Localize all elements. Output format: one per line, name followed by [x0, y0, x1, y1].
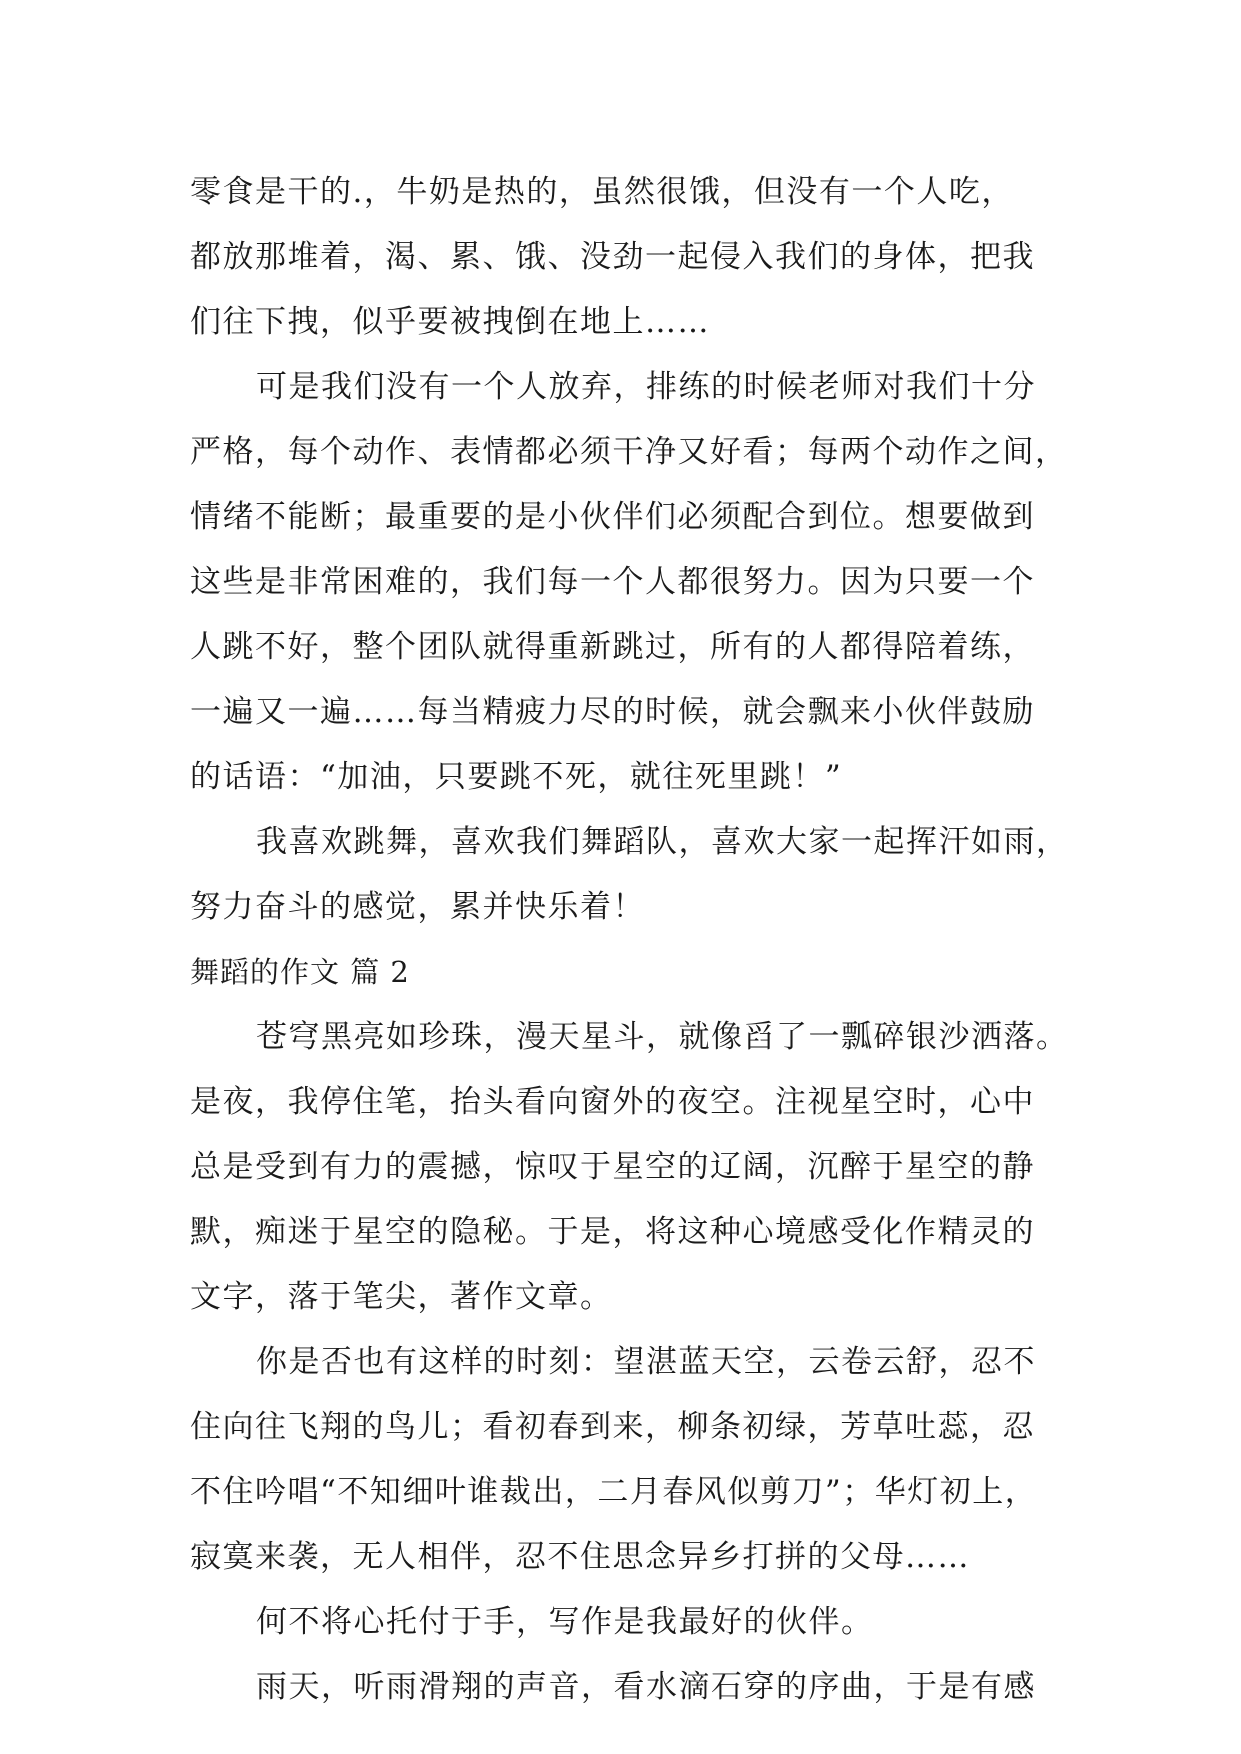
text-line: 不住吟唱“不知细叶谁裁出，二月春风似剪刀”；华灯初上， [190, 1474, 1038, 1510]
text-line: 住向往飞翔的鸟儿；看初春到来，柳条初绿，芳草吐蕊，忍 [190, 1409, 1035, 1445]
paragraph-start-line: 苍穹黑亮如珍珠，漫天星斗，就像舀了一瓢碎银沙洒落。 [256, 1019, 1069, 1055]
text-line: 们往下拽，似乎要被拽倒在地上…… [190, 304, 710, 340]
text-line: 严格，每个动作、表情都必须干净又好看；每两个动作之间， [190, 434, 1068, 470]
paragraph-start-line: 可是我们没有一个人放弃，排练的时候老师对我们十分 [256, 369, 1036, 405]
document-body [190, 160, 1069, 1720]
text-line: 是夜，我停住笔，抬头看向窗外的夜空。注视星空时，心中 [190, 1084, 1035, 1120]
text-line: 文字，落于笔尖，著作文章。 [190, 1279, 613, 1315]
text-line: 零食是干的.，牛奶是热的，虽然很饿，但没有一个人吃， [190, 174, 1014, 210]
text-line: 的话语：“加油，只要跳不死，就往死里跳！” [190, 759, 843, 795]
text-line: 都放那堆着，渴、累、饿、没劲一起侵入我们的身体，把我 [190, 239, 1035, 275]
text-line: 一遍又一遍……每当精疲力尽的时候，就会飘来小伙伴鼓励 [190, 694, 1035, 730]
text-line: 情绪不能断；最重要的是小伙伴们必须配合到位。想要做到 [190, 499, 1035, 535]
text-line: 总是受到有力的震撼，惊叹于星空的辽阔，沉醉于星空的静 [190, 1149, 1035, 1185]
text-line: 默，痴迷于星空的隐秘。于是，将这种心境感受化作精灵的 [190, 1214, 1035, 1250]
paragraph-start-line: 你是否也有这样的时刻：望湛蓝天空，云卷云舒，忍不 [256, 1344, 1036, 1380]
section-heading: 舞蹈的作文 篇 2 [190, 955, 410, 989]
paragraph-start-line: 何不将心托付于手，写作是我最好的伙伴。 [256, 1604, 874, 1640]
paragraph-start-line: 雨天，听雨滑翔的声音，看水滴石穿的序曲，于是有感 [256, 1669, 1036, 1705]
text-line: 努力奋斗的感觉，累并快乐着！ [190, 889, 645, 925]
paragraph-start-line: 我喜欢跳舞，喜欢我们舞蹈队，喜欢大家一起挥汗如雨， [256, 824, 1069, 860]
text-line: 人跳不好，整个团队就得重新跳过，所有的人都得陪着练， [190, 629, 1035, 665]
text-line: 这些是非常困难的，我们每一个人都很努力。因为只要一个 [190, 564, 1035, 600]
text-line: 寂寞来袭，无人相伴，忍不住思念异乡打拼的父母…… [190, 1539, 970, 1575]
